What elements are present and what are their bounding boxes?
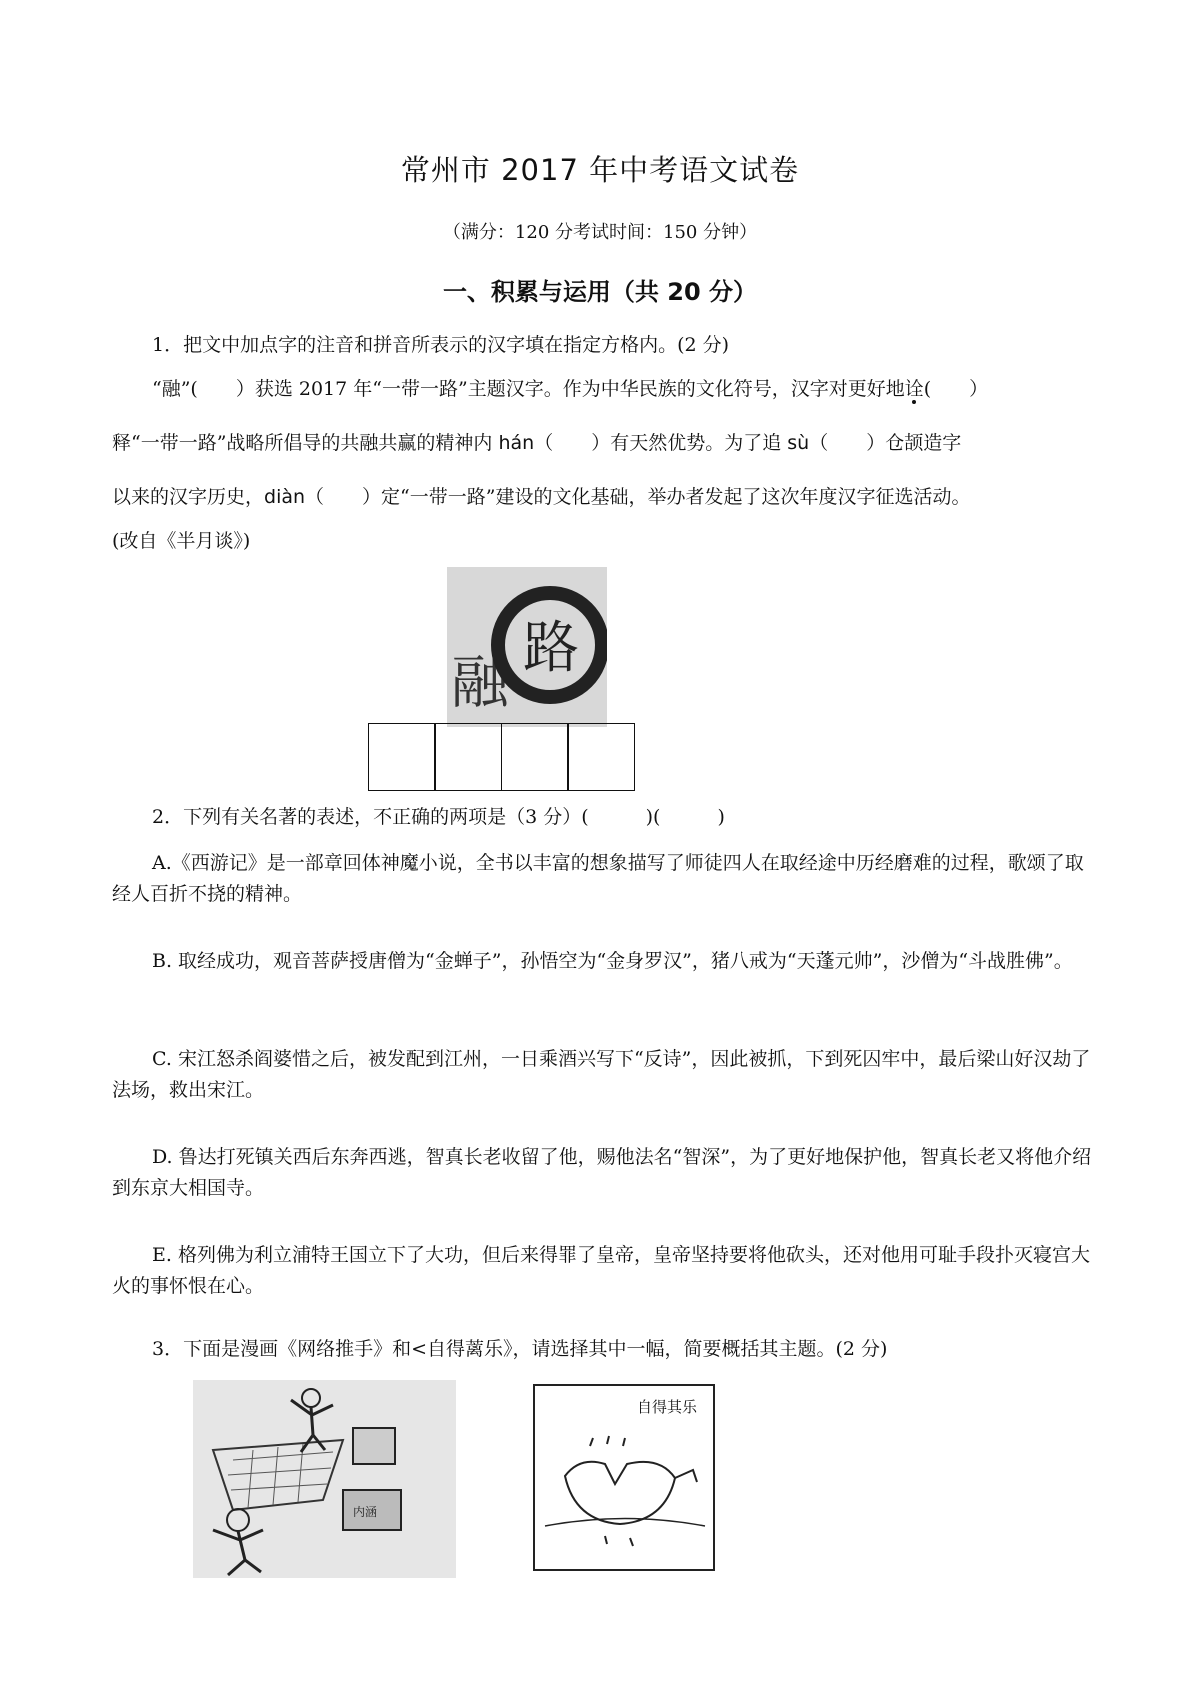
section-heading: 一、积累与运用（共 20 分）	[442, 278, 758, 306]
q3-stem: 3．下面是漫画《网络推手》和<自得蓠乐》，请选择其中一幅，简要概括其主题。(2 分)	[152, 1338, 888, 1360]
page-title: 常州市 2017 年中考语文试卷	[400, 153, 800, 187]
seal-char-rong: 融	[451, 648, 510, 716]
q2-option-d: D. 鲁达打死镇关西后东奔西逃，智真长老收留了他，赐他法名“智深”，为了更好地保护他，智真长老又将他介绍到东京大相国寺。	[112, 1146, 1092, 1199]
answer-box[interactable]	[501, 723, 569, 791]
q2-stem: 2．下列有关名著的表述，不正确的两项是（3 分）( )( )	[152, 806, 725, 828]
seal-char-lu: 路	[523, 616, 579, 681]
q1-line3: 以来的汉字历史，diàn（ ）定“一带一路”建设的文化基础，举办者发起了这次年度汉字征选活动。	[112, 486, 971, 508]
q2-option-b: B. 取经成功，观音菩萨授唐僧为“金蝉子”，孙悟空为“金身罗汉”，猪八戒为“天蓬元帅”，沙僧为“斗战胜佛”。	[152, 950, 1073, 972]
dotted-char: 诠	[904, 378, 924, 400]
q2-option-a: A.《西游记》是一部章回体神魔小说，全书以丰富的想象描写了师徒四人在取经途中历经磨难的过程，歌颂了取经人百折不挠的精神。	[112, 852, 1084, 905]
pinyin-han: hán	[498, 432, 535, 454]
q1-line2: 释“一带一路”战略所倡导的共融共赢的精神内 hán（ ）有天然优势。为了追 sù（ ）仓颉造字	[112, 432, 962, 454]
q1-source: (改自《半月谈》)	[112, 530, 251, 552]
cartoon-box-label: 内涵	[353, 1505, 378, 1519]
pinyin-dian: diàn	[264, 486, 306, 508]
answer-box[interactable]	[434, 723, 502, 791]
exam-info: （满分：120 分考试时间：150 分钟）	[442, 222, 758, 243]
q1-line1: “融”( ）获选 2017 年“一带一路”主题汉字。作为中华民族的文化符号，汉字对更好地诠( ）	[152, 378, 989, 400]
cartoon-self-amusement	[533, 1384, 715, 1571]
cartoon-network-pusher	[193, 1380, 456, 1578]
q2-option-e: E. 格列佛为利立浦特王国立下了大功，但后来得罪了皇帝，皇帝坚持要将他砍头，还对他用可耻手段扑灭寝宫大火的事怀恨在心。	[112, 1244, 1090, 1297]
seal-image	[447, 567, 607, 727]
answer-box[interactable]	[368, 723, 436, 791]
q1-stem: 1．把文中加点字的注音和拼音所表示的汉字填在指定方格内。(2 分)	[152, 334, 730, 356]
cartoon-title: 自得其乐	[636, 1398, 697, 1416]
answer-boxes	[369, 723, 635, 791]
q2-option-c: C. 宋江怒杀阎婆惜之后，被发配到江州，一日乘酒兴写下“反诗”，因此被抓，下到死囚牢中，最后梁山好汉劫了法场，救出宋江。	[112, 1048, 1091, 1101]
answer-box[interactable]	[567, 723, 635, 791]
pinyin-su: sù	[787, 432, 810, 454]
